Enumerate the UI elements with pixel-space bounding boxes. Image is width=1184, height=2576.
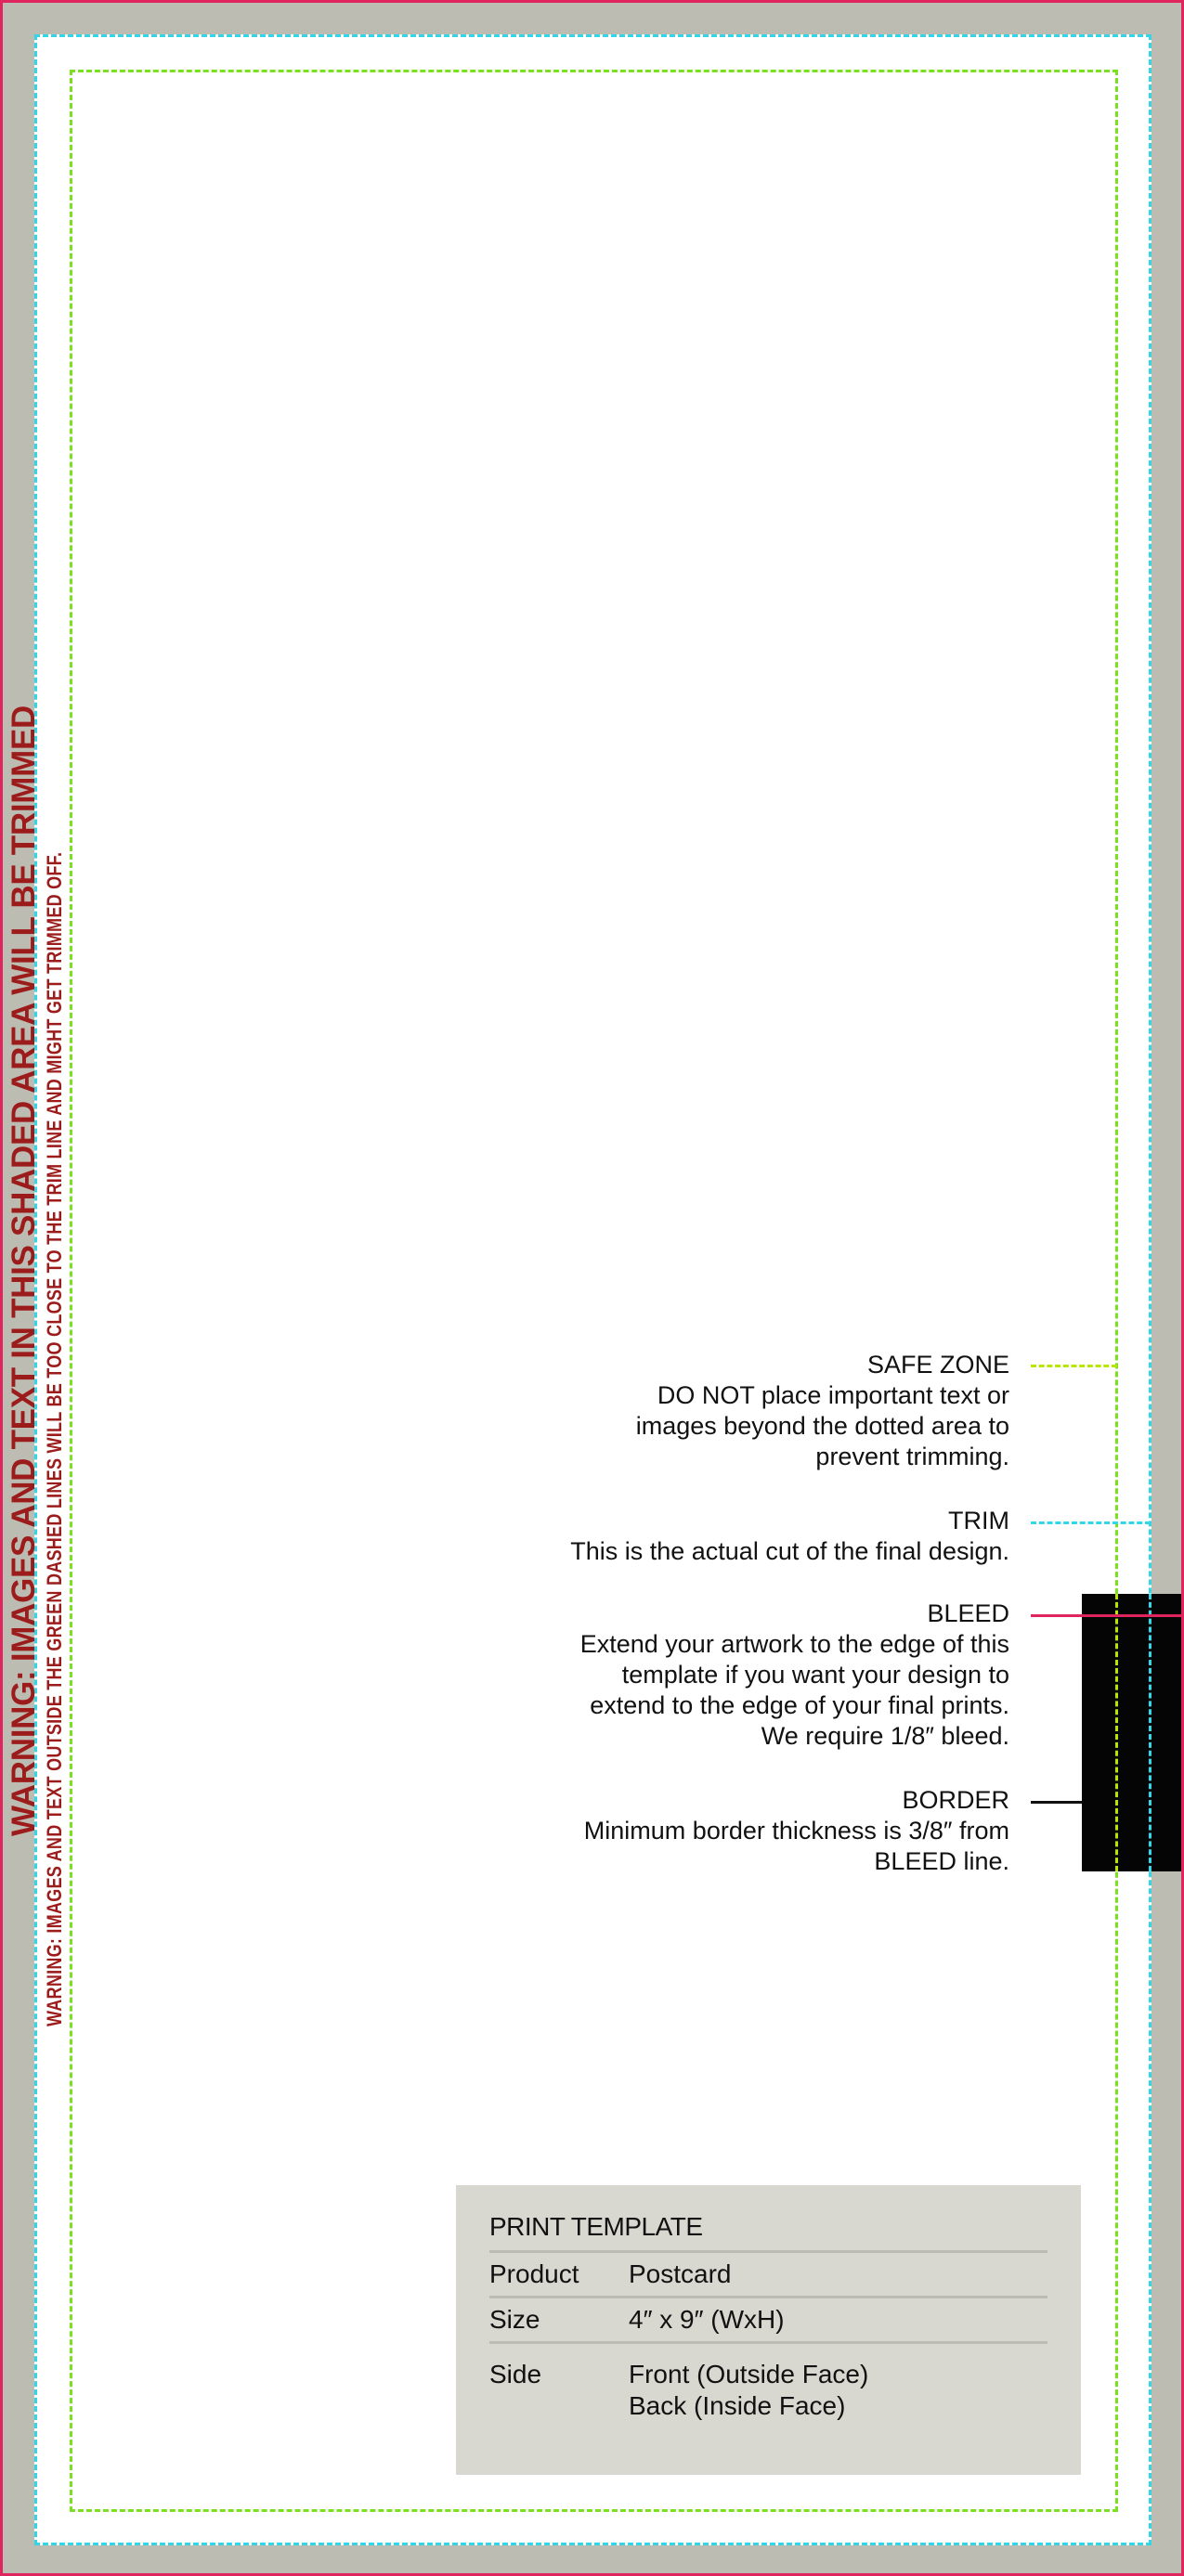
warning-trim-main: WARNING: IMAGES AND TEXT IN THIS SHADED AREA WILL BE TRIMMED [6,705,42,1836]
legend-bleed-line: We require 1/8″ bleed. [761,1722,1009,1750]
legend-trim-line: This is the actual cut of the final design. [570,1537,1009,1565]
side-values [629,2359,1047,2422]
side-value-back: Back (Inside Face) [629,2391,846,2420]
size-value: 4″ x 9″ (WxH) [629,2305,785,2334]
legend-bleed-line: Extend your artwork to the edge of this [579,1630,1009,1658]
safe-zone-leader-line [1031,1365,1117,1367]
safe-zone-outline [70,70,1118,2512]
info-heading-row [489,2206,1047,2253]
info-heading: PRINT TEMPLATE [489,2212,703,2241]
print-template-info-box [456,2185,1081,2475]
product-value: Postcard [629,2259,732,2288]
bleed-leader-line [1031,1614,1184,1617]
legend-border-line: BLEED line. [874,1847,1009,1875]
legend-trim [570,1506,1009,1567]
legend-border-line: Minimum border thickness is 3/8″ from [583,1817,1009,1845]
legend-bleed-line: extend to the edge of your final prints. [590,1691,1009,1719]
product-label: Product [489,2259,579,2288]
size-label: Size [489,2305,540,2334]
legend-bleed [580,1599,1009,1752]
safe-zone-line-over-block [1115,1594,1118,1871]
warning-trim-sub: WARNING: IMAGES AND TEXT OUTSIDE THE GREEN DASHED LINES WILL BE TOO CLOSE TO THE TRIM LINE AND MIGHT GET TRIMMED OFF. [43,851,66,2026]
legend-safe-zone-line: prevent trimming. [815,1443,1009,1470]
trim-leader-line [1031,1521,1151,1524]
side-value-front: Front (Outside Face) [629,2360,869,2388]
legend-safe-zone [636,1350,1009,1472]
border-sample-block [1082,1594,1184,1871]
legend-safe-zone-line: images beyond the dotted area to [635,1412,1009,1440]
trim-line-over-block [1149,1594,1151,1871]
side-label: Side [489,2360,542,2388]
legend-safe-zone-line: DO NOT place important text or [657,1381,1009,1409]
info-row-side [489,2344,1047,2427]
border-leader-line [1031,1801,1082,1804]
info-row-product [489,2253,1047,2298]
legend-bleed-line: template if you want your design to [621,1661,1009,1689]
legend-bleed-title: BLEED [927,1599,1009,1627]
legend-safe-zone-title: SAFE ZONE [866,1351,1009,1379]
legend-border-title: BORDER [902,1786,1009,1814]
info-row-size [489,2298,1047,2344]
legend-border [584,1785,1009,1877]
legend-trim-title: TRIM [948,1507,1009,1534]
